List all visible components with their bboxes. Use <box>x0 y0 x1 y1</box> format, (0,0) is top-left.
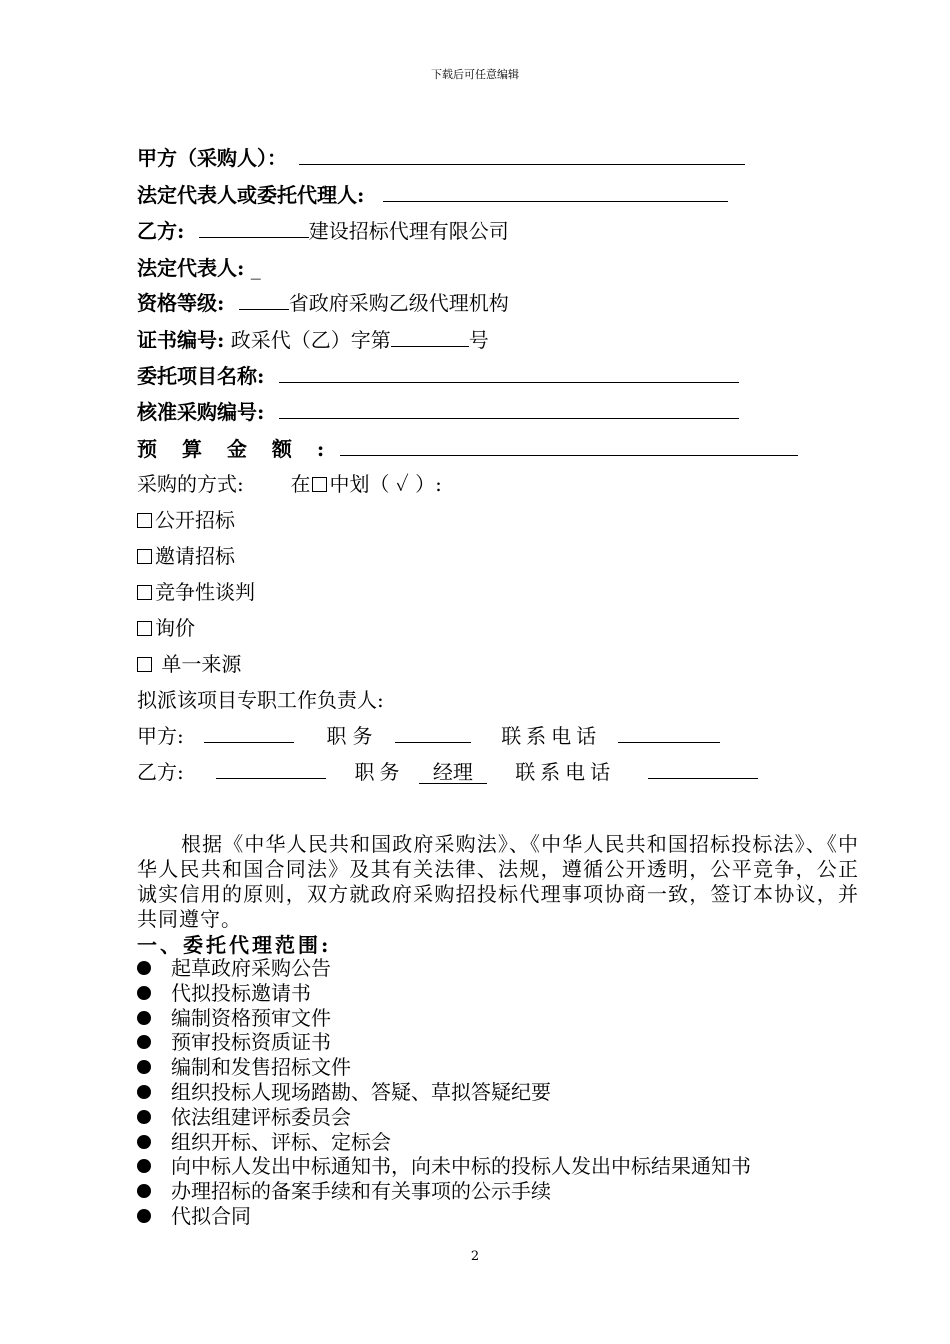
method-option-label: 公开招标 <box>155 508 235 532</box>
list-item: 预审投标资质证书 <box>137 1030 751 1055</box>
certificate-blank <box>391 327 469 347</box>
party-a-line <box>137 145 745 171</box>
responsible-title: 拟派该项目专职工作负责人: <box>137 688 384 712</box>
bullet-icon <box>137 1011 151 1025</box>
legal-rep-value: _ <box>250 256 261 280</box>
list-item: 办理招标的备案手续和有关事项的公示手续 <box>137 1179 751 1204</box>
method-option-label: 竞争性谈判 <box>155 580 255 604</box>
list-item: 代拟投标邀请书 <box>137 981 751 1006</box>
rep-label: 法定代表人或委托代理人: <box>137 183 365 207</box>
resp-b-position-label: 职务 <box>354 760 405 784</box>
resp-b-phone-label: 联系电话 <box>515 760 616 784</box>
resp-b-line <box>137 759 758 785</box>
method-option-3 <box>137 579 255 605</box>
resp-b-position-value: 经理 <box>419 761 487 784</box>
party-a-label: 甲方（采购人）： <box>137 146 287 170</box>
method-option-1 <box>137 507 235 533</box>
party-a-blank <box>299 145 745 165</box>
rep-blank <box>383 182 728 202</box>
purchase-no-blank <box>279 399 739 419</box>
checkbox-icon[interactable] <box>137 585 152 600</box>
certificate-label: 证书编号: <box>137 328 225 352</box>
certificate-line <box>137 327 489 353</box>
qualification-value: 省政府采购乙级代理机构 <box>288 291 509 315</box>
purchase-no-line <box>137 399 739 425</box>
resp-a-phone-blank <box>618 723 720 743</box>
party-b-label: 乙方: <box>137 219 185 243</box>
legal-rep-line <box>137 255 261 281</box>
bullet-icon <box>137 1209 151 1223</box>
intro-paragraph: 根据《中华人民共和国政府采购法》、《中华人民共和国招标投标法》、《中华人民共和国合同法》及其有关法律、法规，遵循公开透明，公平竞争，公正诚实信用的原则，双方就政府采购招投标代理事项协商一致，签订本协议，并共同遵守。 <box>137 832 859 931</box>
method-option-label: 询价 <box>155 616 195 640</box>
resp-a-position-label: 职务 <box>326 724 379 748</box>
bullet-icon <box>137 1159 151 1173</box>
qualification-line <box>137 290 509 316</box>
list-item: 组织开标、评标、定标会 <box>137 1130 751 1155</box>
checkbox-icon[interactable] <box>137 549 152 564</box>
resp-a-name-blank <box>204 723 294 743</box>
checkbox-icon <box>312 477 327 492</box>
bullet-icon <box>137 1110 151 1124</box>
project-name-line <box>137 363 739 389</box>
method-instruction: 在 <box>290 472 311 496</box>
method-option-label: 单一来源 <box>155 652 242 676</box>
method-option-5 <box>137 651 241 677</box>
rep-line <box>137 182 728 208</box>
party-b-line <box>137 218 509 244</box>
qualification-blank <box>239 290 289 310</box>
budget-label: 预 算 金 额 : <box>137 437 334 461</box>
party-b-blank <box>199 218 309 238</box>
list-item: 向中标人发出中标通知书，向未中标的投标人发出中标结果通知书 <box>137 1154 751 1179</box>
certificate-prefix: 政采代（乙）字第 <box>230 328 391 352</box>
resp-b-phone-blank <box>648 759 758 779</box>
party-b-value: 建设招标代理有限公司 <box>308 219 509 243</box>
purchase-no-label: 核准采购编号: <box>137 400 265 424</box>
qualification-label: 资格等级: <box>137 291 225 315</box>
resp-a-position-blank <box>395 723 471 743</box>
bullet-icon <box>137 986 151 1000</box>
bullet-icon <box>137 1085 151 1099</box>
legal-rep-label: 法定代表人: <box>137 256 245 280</box>
bullet-icon <box>137 1035 151 1049</box>
resp-b-name-blank <box>216 759 326 779</box>
checkbox-icon[interactable] <box>137 621 152 636</box>
budget-blank <box>340 436 798 456</box>
bullet-icon <box>137 1060 151 1074</box>
project-name-blank <box>279 363 739 383</box>
section1-title: 一、委托代理范围: <box>137 933 332 957</box>
budget-line <box>137 436 798 462</box>
list-item: 组织投标人现场踏勘、答疑、草拟答疑纪要 <box>137 1080 751 1105</box>
bullet-icon <box>137 1184 151 1198</box>
list-item: 编制和发售招标文件 <box>137 1055 751 1080</box>
bullet-icon <box>137 1135 151 1149</box>
method-option-2 <box>137 543 235 569</box>
checkbox-icon[interactable] <box>137 513 152 528</box>
section1-list <box>137 956 751 1229</box>
resp-b-label: 乙方: <box>137 760 184 784</box>
list-item: 起草政府采购公告 <box>137 956 751 981</box>
method-label: 采购的方式: <box>137 472 244 496</box>
method-option-4 <box>137 615 195 641</box>
list-item: 依法组建评标委员会 <box>137 1105 751 1130</box>
resp-a-line <box>137 723 720 749</box>
list-item: 编制资格预审文件 <box>137 1006 751 1031</box>
page-header: 下载后可任意编辑 <box>431 68 519 81</box>
checkbox-icon[interactable] <box>137 657 152 672</box>
resp-a-label: 甲方: <box>137 724 184 748</box>
method-instruction-tail: 中划（ ✓ ）: <box>329 472 442 496</box>
project-name-label: 委托项目名称: <box>137 364 265 388</box>
certificate-suffix: 号 <box>468 328 489 352</box>
bullet-icon <box>137 961 151 975</box>
resp-a-phone-label: 联系电话 <box>501 724 602 748</box>
page-number: 2 <box>470 1249 480 1264</box>
list-item: 代拟合同 <box>137 1204 751 1229</box>
method-option-label: 邀请招标 <box>155 544 235 568</box>
method-line <box>137 471 442 497</box>
